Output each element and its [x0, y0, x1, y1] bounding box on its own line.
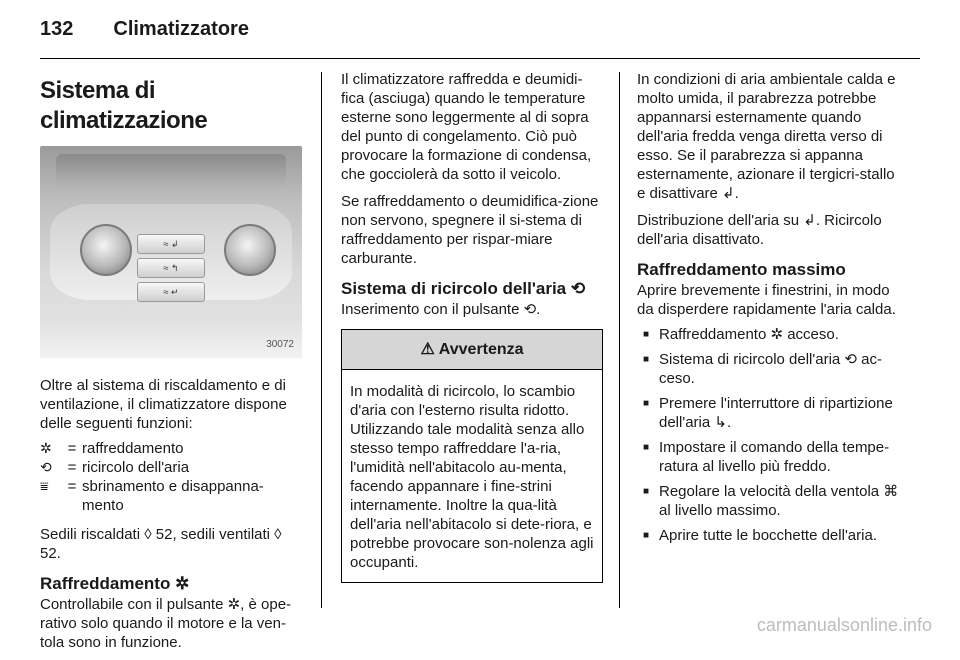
equals-sign: =	[67, 440, 77, 457]
column-3	[637, 70, 901, 551]
dashboard-top	[56, 154, 286, 188]
intro-text: Oltre al sistema di riscaldamento e di ventilazione, il climatizzatore dispone delle seguenti funzioni:	[40, 377, 287, 432]
cooling-text: Controllabile con il pulsante ✲, è ope-rativo solo quando il motore e la ven-tola sono in funzione.	[40, 596, 292, 651]
recirculation-icon: ⟲	[40, 459, 52, 475]
list-item: ■ Sistema di ricircolo dell'aria ⟲ ac-ceso.	[637, 350, 901, 388]
warning-header	[342, 330, 602, 370]
equals-sign: =	[67, 459, 77, 476]
list-item: ■ Regolare la velocità della ventola ⌘ al livello massimo.	[637, 482, 901, 520]
column-1	[40, 70, 302, 660]
list-item: ■ Raffreddamento ✲ acceso.	[637, 325, 901, 344]
page-header	[40, 18, 249, 48]
symbol-definition: sbrinamento e disappanna-mento	[82, 478, 264, 514]
cooling-icon: ✲	[40, 440, 52, 456]
warning-icon: ⚠	[420, 341, 435, 358]
recirculation-heading: Sistema di ricircolo dell'aria ⟲	[341, 279, 586, 298]
dashboard-bottom	[40, 318, 302, 358]
paragraph: Il climatizzatore raffredda e deumidi-fica (asciuga) quando le temperature esterne sono leggermente al di sopra del punto di congelamento. Ciò può provocare la formazione di condensa, che gocciolerà da sotto il veicolo.	[341, 71, 592, 183]
paragraph: Distribuzione dell'aria su ↲. Ricircolo dell'aria disattivato.	[637, 212, 882, 248]
steps-list	[637, 325, 901, 545]
symbol-row	[40, 439, 302, 458]
panel-button: ≈ ↵	[137, 282, 205, 302]
equals-sign: =	[67, 478, 77, 495]
symbol-definition: raffreddamento	[82, 440, 184, 457]
defrost-icon: ⩸	[40, 478, 49, 494]
cooling-heading: Raffreddamento ✲	[40, 574, 190, 593]
list-item: ■ Aprire tutte le bocchette dell'aria.	[637, 526, 901, 545]
symbol-definition: ricircolo dell'aria	[82, 459, 190, 476]
climate-panel-photo	[40, 146, 302, 358]
warning-box	[341, 329, 603, 583]
column-divider	[619, 72, 620, 608]
fan-knob	[224, 224, 276, 276]
max-cooling-heading: Raffreddamento massimo	[637, 260, 846, 279]
image-code: 30072	[266, 339, 294, 350]
max-cooling-intro: Aprire brevemente i finestrini, in modo da disperdere rapidamente l'aria calda.	[637, 282, 896, 318]
watermark-text: carmanualsonline.info	[756, 615, 932, 635]
section-title: Sistema di climatizzazione	[40, 77, 208, 134]
column-2	[341, 70, 603, 583]
symbol-row	[40, 477, 302, 515]
warning-title: Avvertenza	[438, 341, 524, 358]
column-divider	[321, 72, 322, 608]
paragraph: In condizioni di aria ambientale calda e molto umida, il parabrezza potrebbe appannarsi esternamente quando dell'aria fredda venga diretta verso di esso. Se il parabrezza si appanna esternamente, azionare il tergicri-stallo e disattivare ↲.	[637, 71, 896, 202]
header-rule	[40, 58, 920, 59]
seats-note: Sedili riscaldati ◊ 52, sedili ventilati ◊ 52.	[40, 526, 282, 562]
panel-button: ≈ ↲	[137, 234, 205, 254]
symbol-list	[40, 439, 302, 515]
panel-button: ≈ ↰	[137, 258, 205, 278]
warning-text: In modalità di ricircolo, lo scambio d'aria con l'esterno risulta ridotto. Utilizzando tale modalità senza allo stesso tempo raffreddare l'a-ria, l'umidità nell'abitacolo au-menta, facendo appannare i fine-strini internamente. Inoltre la qua-lità dell'aria nell'abitacolo si dete-riora, e potrebbe provocare son-nolenza agli occupanti.	[350, 383, 594, 571]
chapter-title: Climatizzatore	[113, 18, 249, 40]
recirculation-text: Inserimento con il pulsante ⟲.	[341, 301, 541, 318]
temperature-knob	[80, 224, 132, 276]
list-item: ■ Premere l'interruttore di ripartizione dell'aria ↳.	[637, 394, 901, 432]
paragraph: Se raffreddamento o deumidifica-zione non servono, spegnere il si-stema di raffreddamento per rispar-miare carburante.	[341, 193, 599, 267]
list-item: ■ Impostare il comando della tempe-ratura al livello più freddo.	[637, 438, 901, 476]
page-number: 132	[40, 18, 74, 40]
symbol-row	[40, 458, 302, 477]
